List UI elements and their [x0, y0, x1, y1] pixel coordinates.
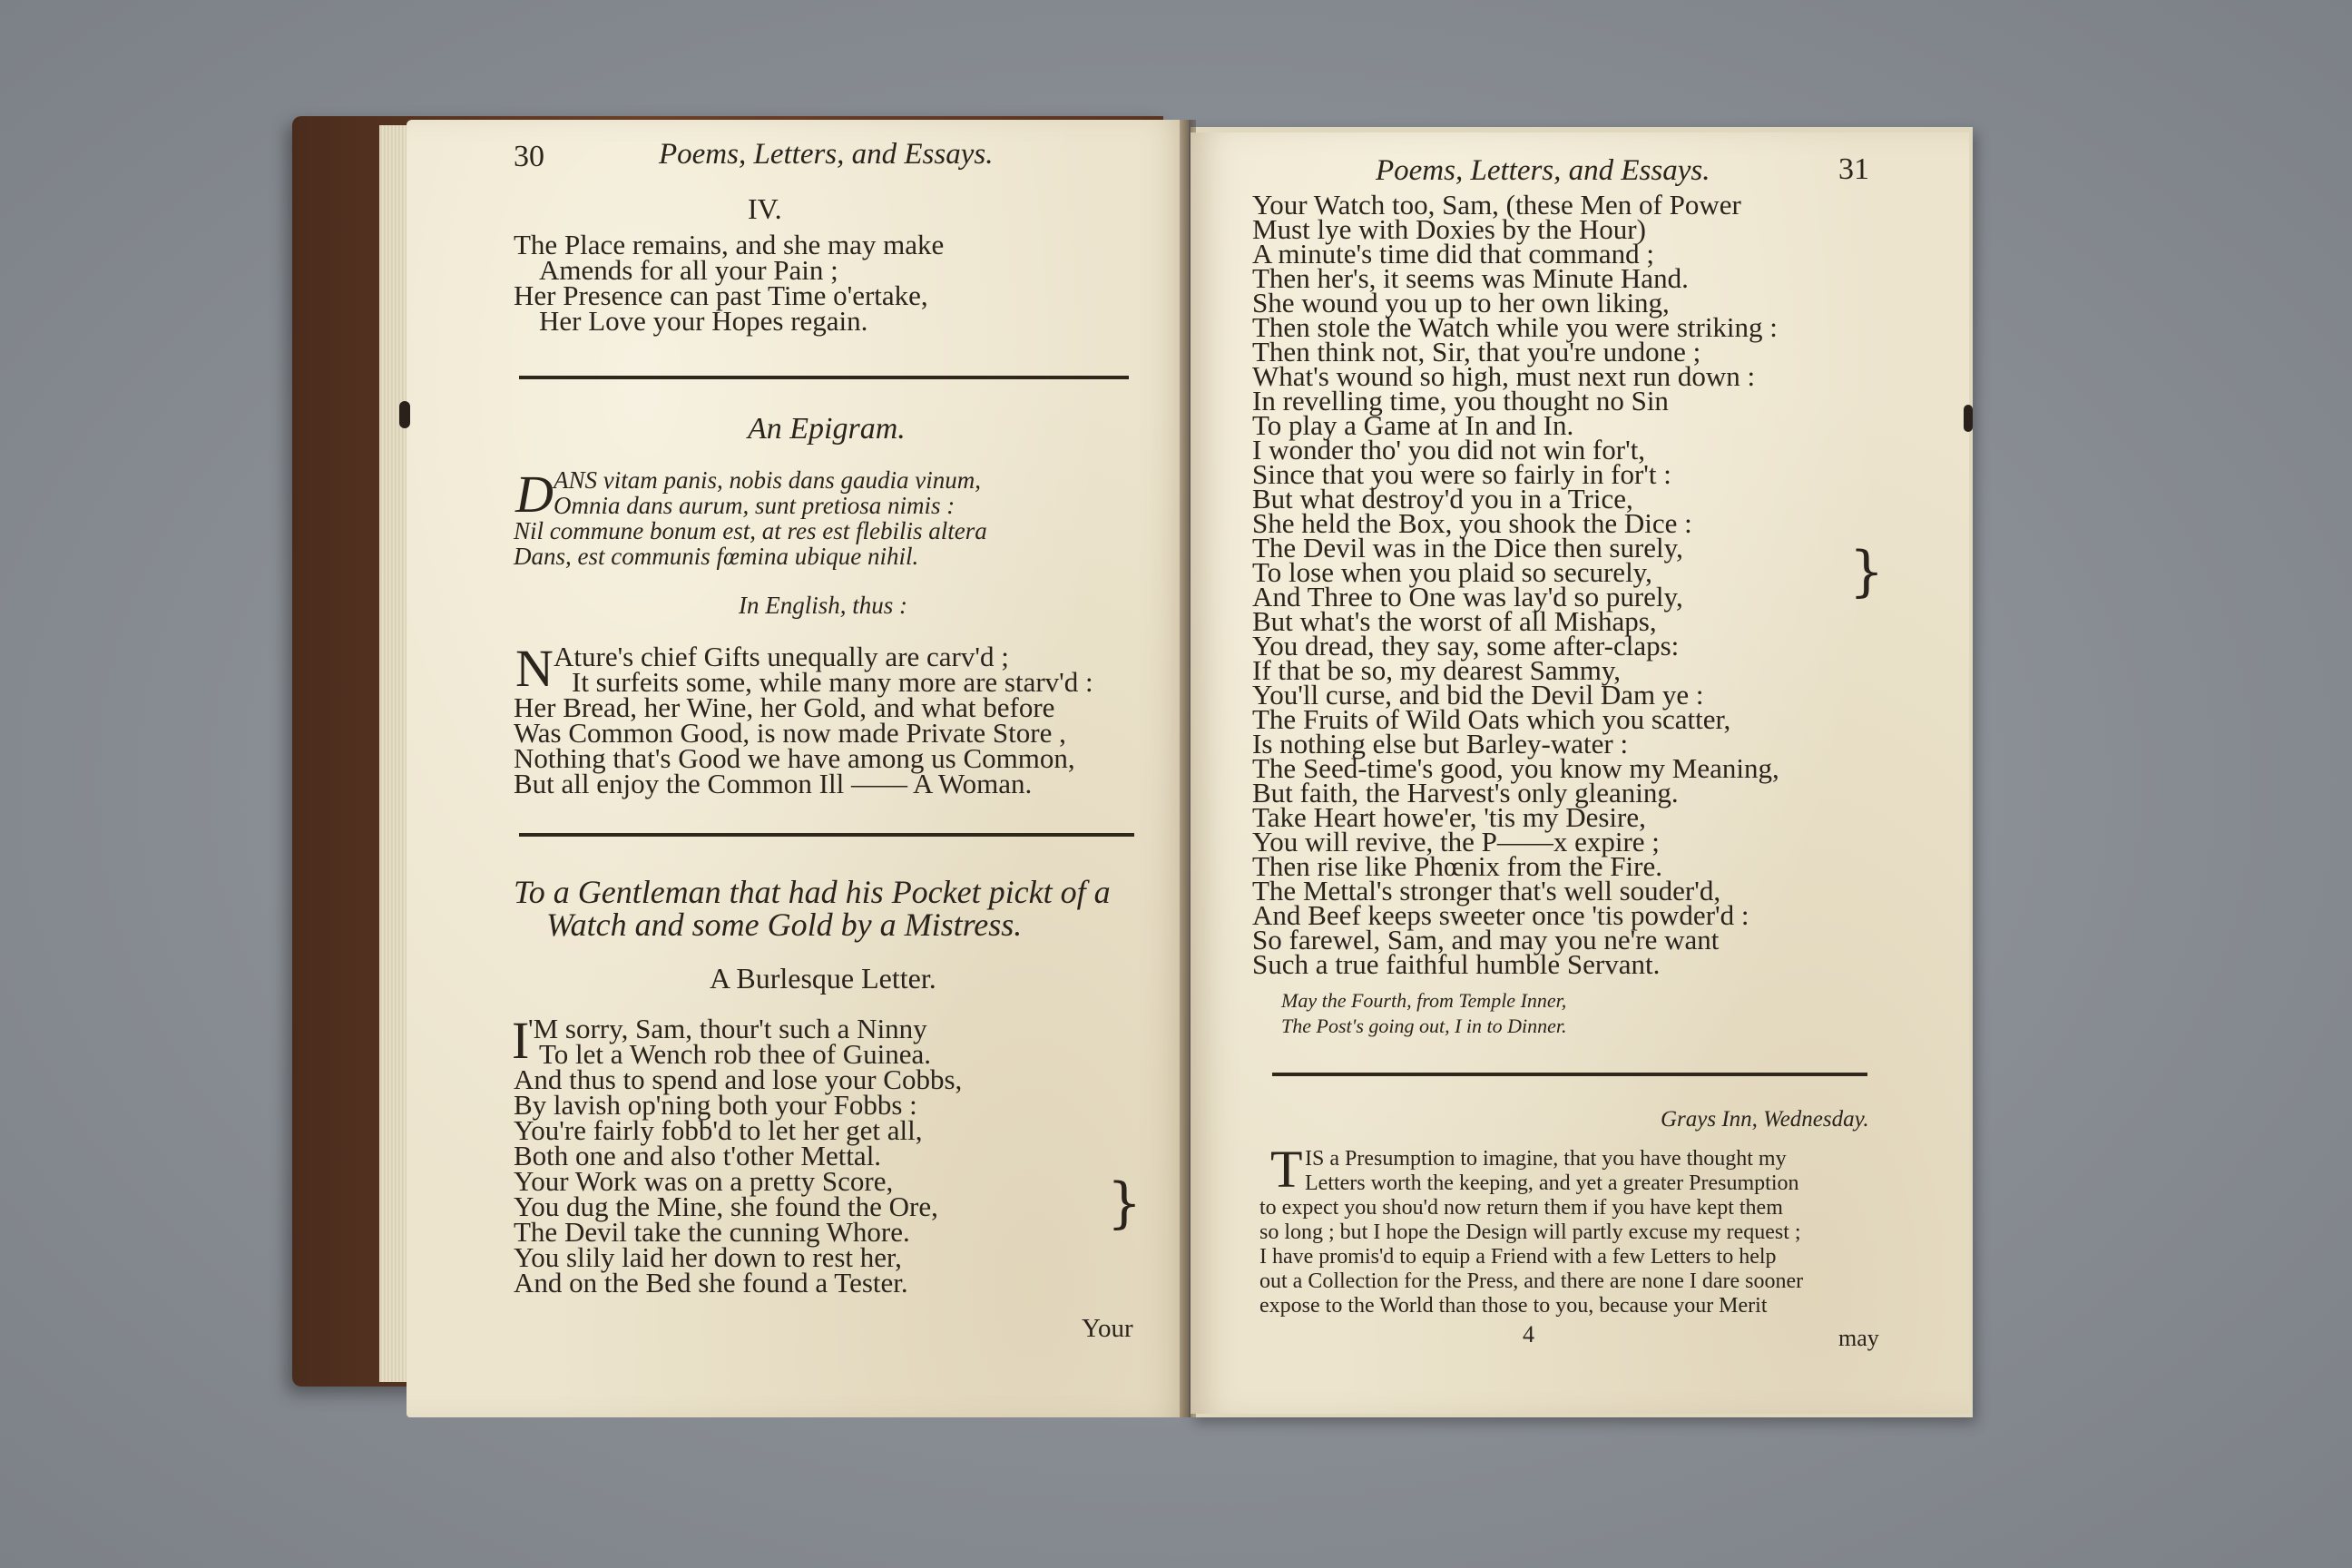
letter-subtitle: A Burlesque Letter. — [710, 962, 936, 995]
prose-line: I have promis'd to equip a Friend with a few Letters to help — [1259, 1245, 1777, 1269]
verse-line: To lose when you plaid so securely, — [1252, 556, 1652, 588]
verse-line: Is nothing else but Barley-water : — [1252, 728, 1629, 760]
verse-line: But faith, the Harvest's only gleaning. — [1252, 777, 1679, 808]
verse-line: Then her's, it seems was Minute Hand. — [1252, 262, 1689, 294]
page-number: 31 — [1838, 152, 1869, 186]
verse-line: You'll curse, and bid the Devil Dam ye : — [1252, 679, 1704, 710]
verse-line: The Fruits of Wild Oats which you scatter, — [1252, 703, 1731, 735]
page-block-edge — [379, 125, 407, 1382]
latin-line: Nil commune bonum est, at res est flebilis altera — [514, 517, 987, 544]
binding-hole — [1964, 405, 1973, 432]
verse-line: Nothing that's Good we have among us Common, — [514, 742, 1075, 774]
latin-line: Omnia dans aurum, sunt pretiosa nimis : — [554, 492, 956, 519]
english-heading: In English, thus : — [739, 592, 907, 619]
prose-line: so long ; but I hope the Design will partly excuse my request ; — [1259, 1220, 1801, 1244]
page-number: 30 — [514, 140, 544, 173]
verse-line: In revelling time, you thought no Sin — [1252, 385, 1669, 416]
verse-line: Amends for all your Pain ; — [539, 254, 838, 286]
verse-line: Your Watch too, Sam, (these Men of Power — [1252, 189, 1741, 220]
verse-line: So farewel, Sam, and may you ne're want — [1252, 924, 1720, 956]
prose-line: Letters worth the keeping, and yet a greater Presumption — [1305, 1171, 1799, 1195]
verse-line: But all enjoy the Common Ill —— A Woman. — [514, 768, 1033, 799]
verse-line: Since that you were so fairly in for't : — [1252, 458, 1671, 490]
right-page — [1191, 132, 1969, 1414]
verse-line: Then rise like Phœnix from the Fire. — [1252, 850, 1662, 882]
verse-line: You dread, they say, some after-claps: — [1252, 630, 1680, 662]
verse-line: Her Bread, her Wine, her Gold, and what before — [514, 691, 1055, 723]
verse-line: Your Work was on a pretty Score, — [514, 1165, 894, 1197]
postscript-line: May the Fourth, from Temple Inner, — [1281, 989, 1567, 1012]
verse-line: Then stole the Watch while you were striking : — [1252, 311, 1778, 343]
drop-cap: I — [512, 1011, 530, 1070]
verse-line: The Devil take the cunning Whore. — [514, 1216, 910, 1248]
verse-line: And on the Bed she found a Tester. — [514, 1267, 908, 1298]
verse-line: She wound you up to her own liking, — [1252, 287, 1670, 318]
signature-mark: 4 — [1523, 1321, 1534, 1348]
prose-line: to expect you shou'd now return them if you have kept them — [1259, 1196, 1783, 1220]
verse-line: What's wound so high, must next run down : — [1252, 360, 1756, 392]
latin-line: ANS vitam panis, nobis dans gaudia vinum, — [554, 466, 981, 494]
verse-line: But what destroy'd you in a Trice, — [1252, 483, 1633, 514]
letter-title: To a Gentleman that had his Pocket pickt of a — [514, 874, 1111, 910]
verse-line: Must lye with Doxies by the Hour) — [1252, 213, 1646, 245]
verse-line: Both one and also t'other Mettal. — [514, 1140, 882, 1171]
catchword: may — [1838, 1325, 1879, 1351]
verse-line: Ature's chief Gifts unequally are carv'd ; — [554, 641, 1009, 672]
postscript-line: The Post's going out, I in to Dinner. — [1281, 1014, 1567, 1037]
running-head: Poems, Letters, and Essays. — [659, 138, 994, 171]
verse-line: Then think not, Sir, that you're undone ; — [1252, 336, 1701, 368]
section-number: IV. — [748, 192, 782, 225]
verse-line: Take Heart howe'er, 'tis my Desire, — [1252, 801, 1646, 833]
verse-line: It surfeits some, while many more are starv'd : — [572, 666, 1093, 698]
verse-line: And thus to spend and lose your Cobbs, — [514, 1063, 963, 1095]
drop-cap: D — [515, 465, 554, 524]
catchword: Your — [1082, 1314, 1133, 1343]
prose-line: IS a Presumption to imagine, that you have thought my — [1305, 1147, 1787, 1171]
verse-line: A minute's time did that command ; — [1252, 238, 1654, 270]
dateline: Grays Inn, Wednesday. — [1661, 1107, 1869, 1132]
triplet-brace: } — [1849, 540, 1885, 603]
verse-line: But what's the worst of all Mishaps, — [1252, 605, 1657, 637]
verse-line: Her Presence can past Time o'ertake, — [514, 279, 928, 311]
verse-line: Such a true faithful humble Servant. — [1252, 948, 1661, 980]
section-rule — [519, 376, 1129, 379]
drop-cap: T — [1270, 1140, 1303, 1199]
verse-line: By lavish op'ning both your Fobbs : — [514, 1089, 917, 1121]
triplet-brace: } — [1107, 1171, 1142, 1235]
verse-line: 'M sorry, Sam, thour't such a Ninny — [528, 1013, 927, 1044]
verse-line: If that be so, my dearest Sammy, — [1252, 654, 1622, 686]
prose-line: expose to the World than those to you, because your Merit — [1259, 1294, 1768, 1318]
binding-hole — [399, 401, 410, 428]
section-rule — [519, 833, 1134, 837]
drop-cap: N — [515, 639, 554, 698]
verse-line: Was Common Good, is now made Private Store , — [514, 717, 1066, 749]
verse-line: The Seed-time's good, you know my Meaning, — [1252, 752, 1779, 784]
verse-line: You slily laid her down to rest her, — [514, 1241, 902, 1273]
verse-line: The Place remains, and she may make — [514, 229, 945, 260]
verse-line: She held the Box, you shook the Dice : — [1252, 507, 1692, 539]
verse-line: You dug the Mine, she found the Ore, — [514, 1191, 938, 1222]
verse-line: And Beef keeps sweeter once 'tis powder'd : — [1252, 899, 1749, 931]
letter-title: Watch and some Gold by a Mistress. — [546, 906, 1023, 943]
verse-line: You're fairly fobb'd to let her get all, — [514, 1114, 923, 1146]
epigram-title: An Epigram. — [748, 412, 906, 446]
latin-line: Dans, est communis fœmina ubique nihil. — [514, 543, 919, 570]
verse-line: To play a Game at In and In. — [1252, 409, 1574, 441]
verse-line: Her Love your Hopes regain. — [539, 305, 868, 337]
verse-line: I wonder tho' you did not win for't, — [1252, 434, 1646, 466]
verse-line: The Mettal's stronger that's well souder'd, — [1252, 875, 1721, 906]
verse-line: You will revive, the P——x expire ; — [1252, 826, 1660, 858]
left-page — [407, 120, 1189, 1417]
running-head: Poems, Letters, and Essays. — [1376, 154, 1710, 187]
prose-line: out a Collection for the Press, and there are none I dare sooner — [1259, 1269, 1804, 1293]
verse-line: To let a Wench rob thee of Guinea. — [539, 1038, 932, 1070]
verse-line: And Three to One was lay'd so purely, — [1252, 581, 1683, 612]
verse-line: The Devil was in the Dice then surely, — [1252, 532, 1683, 564]
section-rule — [1272, 1073, 1867, 1076]
